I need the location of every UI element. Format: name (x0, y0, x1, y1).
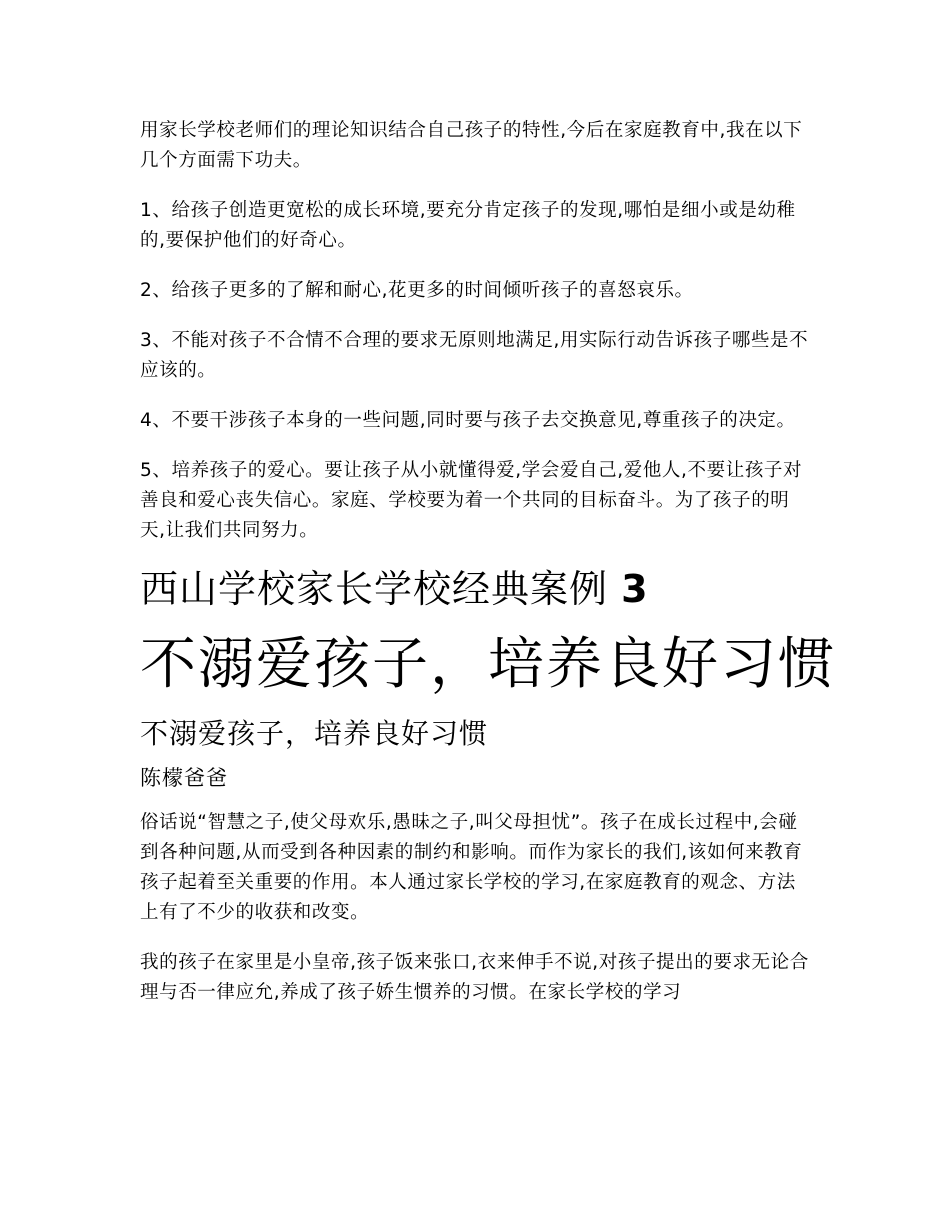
article-title: 不溺爱孩子，培养良好习惯 (140, 632, 836, 697)
section-heading-number: 3 (621, 567, 649, 611)
list-item-3: 3、不能对孩子不合情不合理的要求无原则地满足,用实际行动告诉孩子哪些是不应该的。 (140, 330, 809, 381)
intro-paragraph: 用家长学校老师们的理论知识结合自己孩子的特性,今后在家庭教育中,我在以下几个方面需下功夫。 (140, 120, 803, 171)
list-item-4: 4、不要干涉孩子本身的一些问题,同时要与孩子去交换意见,尊重孩子的决定。 (140, 410, 796, 431)
article-subtitle: 不溺爱孩子，培养良好习惯 (140, 717, 489, 750)
body-paragraph-2: 我的孩子在家里是小皇帝,孩子饭来张口,衣来伸手不说,对孩子提出的要求无论合理与否一律应允,养成了孩子娇生惯养的习惯。在家长学校的学习 (140, 952, 809, 1003)
article-author: 陈檬爸爸 (140, 766, 228, 790)
list-item-5: 5、培养孩子的爱心。要让孩子从小就懂得爱,学会爱自己,爱他人,不要让孩子对善良和爱心丧失信心。家庭、学校要为着一个共同的目标奋斗。为了孩子的明天,让我们共同努力。 (140, 460, 803, 541)
document-page (140, 116, 836, 1028)
list-item-1: 1、给孩子创造更宽松的成长环境,要充分肯定孩子的发现,哪怕是细小或是幼稚的,要保护他们的好奇心。 (140, 200, 796, 251)
body-paragraph-1: 俗话说“智慧之子,使父母欢乐,愚昧之子,叫父母担忧”。孩子在成长过程中,会碰到各种问题,从而受到各种因素的制约和影响。而作为家长的我们,该如何来教育孩子起着至关重要的作用。本人通过家长学校的学习,在家庭教育的观念、方法上有了不少的收获和改变。 (140, 812, 803, 923)
list-item-2: 2、给孩子更多的了解和耐心,花更多的时间倾听孩子的喜怒哀乐。 (140, 280, 694, 301)
section-heading-text: 西山学校家长学校经典案例 (140, 567, 609, 611)
section-heading (140, 566, 812, 612)
